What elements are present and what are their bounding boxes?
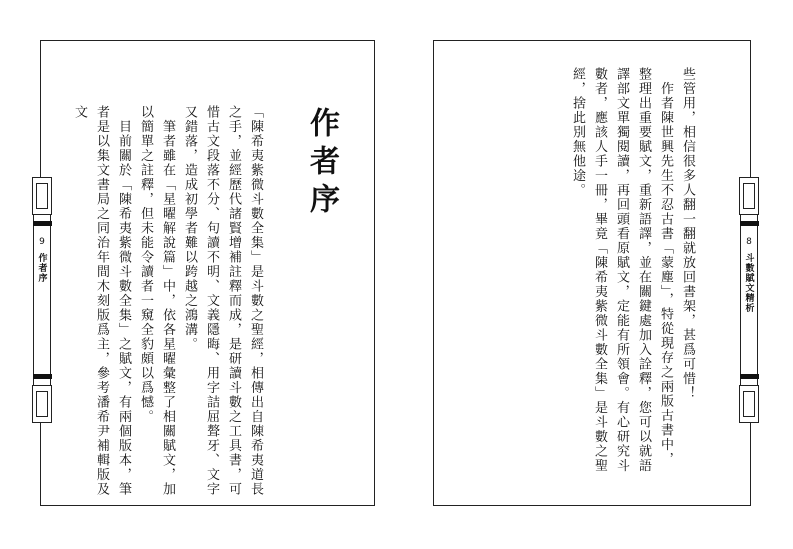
- running-title: 作者序: [36, 253, 47, 283]
- tab-ornament: [739, 177, 759, 215]
- tab-stripe: [33, 221, 52, 226]
- tab-bar: [33, 215, 51, 385]
- paragraph: 目前關於「陳希夷紫微斗數全集」之賦文，有兩個版本，筆者是以集文書局之同治年間木刻版爲主，參考潘希尹補輯版及文: [72, 105, 131, 497]
- side-tab: [27, 177, 57, 423]
- tab-ornament: [32, 177, 52, 215]
- paragraph: 作者陳世興先生不忍古書「蒙塵」，特從現存之兩版古書中，整理出重要賦文，重新語譯，並在關鍵處加入詮釋，您可以就語譯部文單獨閱讀，再回頭看原賦文，定能有所領會。有心研究斗數者，應該人手一冊，畢竟「陳希夷紫微斗數全集」是斗數之聖經，捨此別無他途。: [570, 67, 673, 473]
- paragraph: 筆者雖在「星曜解說篇」中，依各星曜彙整了相關賦文，加以簡單之註釋，但未能令讀者一窺全豹頗以爲憾。: [138, 105, 175, 497]
- running-title: 斗數賦文精析: [743, 253, 754, 313]
- page-number: 8: [746, 237, 752, 247]
- tab-stripe: [740, 221, 759, 226]
- tab-stripe: [33, 374, 52, 379]
- side-tab: [734, 177, 764, 423]
- right-body-text: [538, 67, 698, 477]
- tab-stripe: [740, 374, 759, 379]
- right-page: [433, 40, 754, 506]
- paragraph: 些管用，相信很多人翻一翻就放回書架，甚爲可惜！: [680, 67, 695, 401]
- tab-bar: [740, 215, 758, 385]
- paragraph: 「陳希夷紫微斗數全集」是斗數之聖經，相傳出自陳希夷道長之手，並經歷代諸賢增補註釋而成，是研讀斗數之工具書，可惜古文段落不分、句讀不明、文義隱晦、用字詰屈聱牙、文字又錯落，造成初學者難以跨越之鴻溝。: [182, 105, 263, 497]
- tab-ornament: [32, 385, 52, 423]
- left-page: [36, 40, 375, 506]
- page-number: 9: [39, 237, 45, 247]
- left-body-text: [72, 105, 266, 497]
- tab-ornament: [739, 385, 759, 423]
- page-heading: 作者序: [304, 107, 339, 221]
